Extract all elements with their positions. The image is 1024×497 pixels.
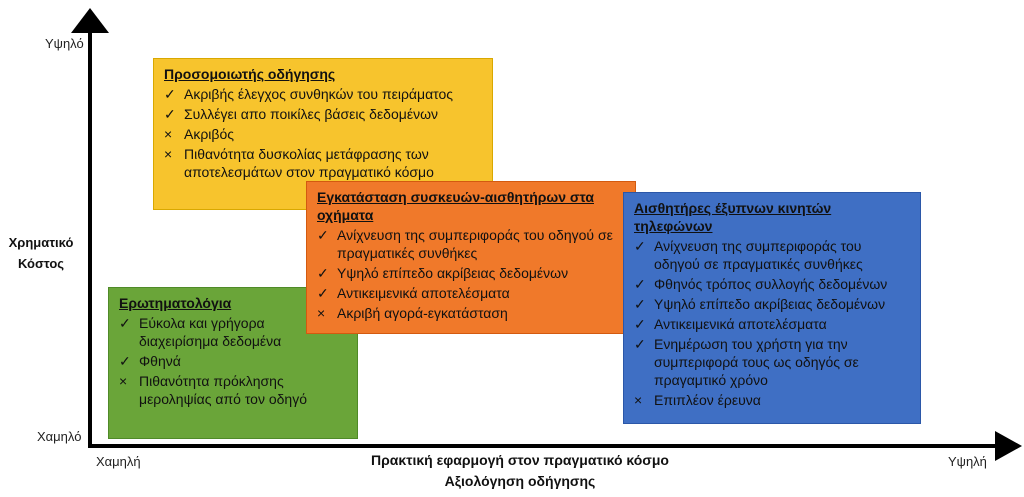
check-icon: ✓ (317, 265, 329, 281)
x-low-label: Χαμηλή (96, 454, 141, 469)
list-item (164, 145, 482, 181)
list-item-text: Ανίχνευση της συμπεριφοράς του οδηγού σε πραγματικές συνθήκες (654, 238, 863, 272)
list-item-text: Ακριβή αγορά-εγκατάσταση (337, 305, 508, 321)
list-item-text: Φθηνά (139, 353, 181, 369)
y-axis-title (0, 232, 82, 274)
cross-icon: × (634, 392, 643, 408)
smartphones-list (634, 237, 910, 409)
check-icon: ✓ (634, 336, 646, 352)
list-item (119, 352, 347, 370)
check-icon: ✓ (317, 227, 329, 243)
sensors-list (317, 226, 625, 322)
list-item-text: Ακριβής έλεγχος συνθηκών του πειράματος (184, 86, 454, 102)
list-item-text: Υψηλό επίπεδο ακρίβειας δεδομένων (654, 296, 886, 312)
simulator-title: Προσομοιωτής οδήγησης (164, 66, 336, 82)
list-item (634, 335, 910, 389)
list-item (164, 85, 482, 103)
list-item-text: Συλλέγει απο ποικίλες βάσεις δεδομένων (184, 106, 438, 122)
smartphones-box (623, 192, 921, 424)
list-item (119, 372, 347, 408)
list-item (634, 237, 910, 273)
list-item-text: Εύκολα και γρήγορα διαχειρίσημα δεδομένα (139, 315, 282, 349)
x-axis-title: Πρακτική εφαρμογή στον πραγματικό κόσμο (371, 452, 669, 468)
list-item (317, 284, 625, 302)
y-low-label: Χαμηλό (37, 429, 82, 444)
list-item-text: Επιπλέον έρευνα (654, 392, 761, 408)
list-item-text: Ανίχνευση της συμπεριφοράς του οδηγού σε πραγματικές συνθήκες (337, 227, 613, 261)
list-item-text: Ακριβός (184, 126, 234, 142)
y-axis-title-line2: Κόστος (17, 256, 65, 271)
check-icon: ✓ (634, 238, 646, 254)
sensors-box (306, 181, 636, 334)
list-item (164, 125, 482, 143)
list-item (317, 264, 625, 282)
simulator-list (164, 85, 482, 181)
list-item (164, 105, 482, 123)
sensors-title: Εγκατάσταση συσκευών-αισθητήρων στα οχήματα (317, 189, 594, 223)
cross-icon: × (164, 146, 173, 162)
list-item-text: Υψηλό επίπεδο ακρίβειας δεδομένων (337, 265, 569, 281)
check-icon: ✓ (634, 316, 646, 332)
list-item (634, 295, 910, 313)
x-high-label: Υψηλή (948, 454, 987, 469)
cross-icon: × (317, 305, 326, 321)
cross-icon: × (119, 373, 128, 389)
list-item-text: Αντικειμενικά αποτελέσματα (654, 316, 827, 332)
cross-icon: × (164, 126, 173, 142)
check-icon: ✓ (317, 285, 329, 301)
list-item (634, 315, 910, 333)
smartphones-title: Αισθητήρες έξυπνων κινητών τηλεφώνων (634, 200, 832, 234)
list-item-text: Φθηνός τρόπος συλλογής δεδομένων (654, 276, 888, 292)
check-icon: ✓ (164, 86, 176, 102)
list-item-text: Ενημέρωση του χρήστη για την συμπεριφορά τους ως οδηγός σε πραγαμτικό χρόνο (654, 336, 859, 388)
list-item (634, 275, 910, 293)
x-axis-arrow (995, 431, 1022, 461)
check-icon: ✓ (119, 315, 131, 331)
list-item (317, 226, 625, 262)
check-icon: ✓ (119, 353, 131, 369)
list-item-text: Πιθανότητα πρόκλησης μεροληψίας από τον οδηγό (139, 373, 307, 407)
check-icon: ✓ (634, 276, 646, 292)
check-icon: ✓ (634, 296, 646, 312)
list-item-text: Πιθανότητα δυσκολίας μετάφρασης των αποτελεσμάτων στον πραγματικό κόσμο (184, 146, 434, 180)
y-axis-arrow (71, 8, 109, 33)
y-high-label: Υψηλό (45, 36, 84, 51)
list-item (317, 304, 625, 322)
y-axis-title-line1: Χρηματικό (8, 235, 74, 250)
questionnaire-title: Ερωτηματολόγια (119, 295, 232, 311)
check-icon: ✓ (164, 106, 176, 122)
x-axis-subtitle: Αξιολόγηση οδήγησης (444, 473, 596, 489)
list-item-text: Αντικειμενικά αποτελέσματα (337, 285, 510, 301)
list-item (634, 391, 910, 409)
